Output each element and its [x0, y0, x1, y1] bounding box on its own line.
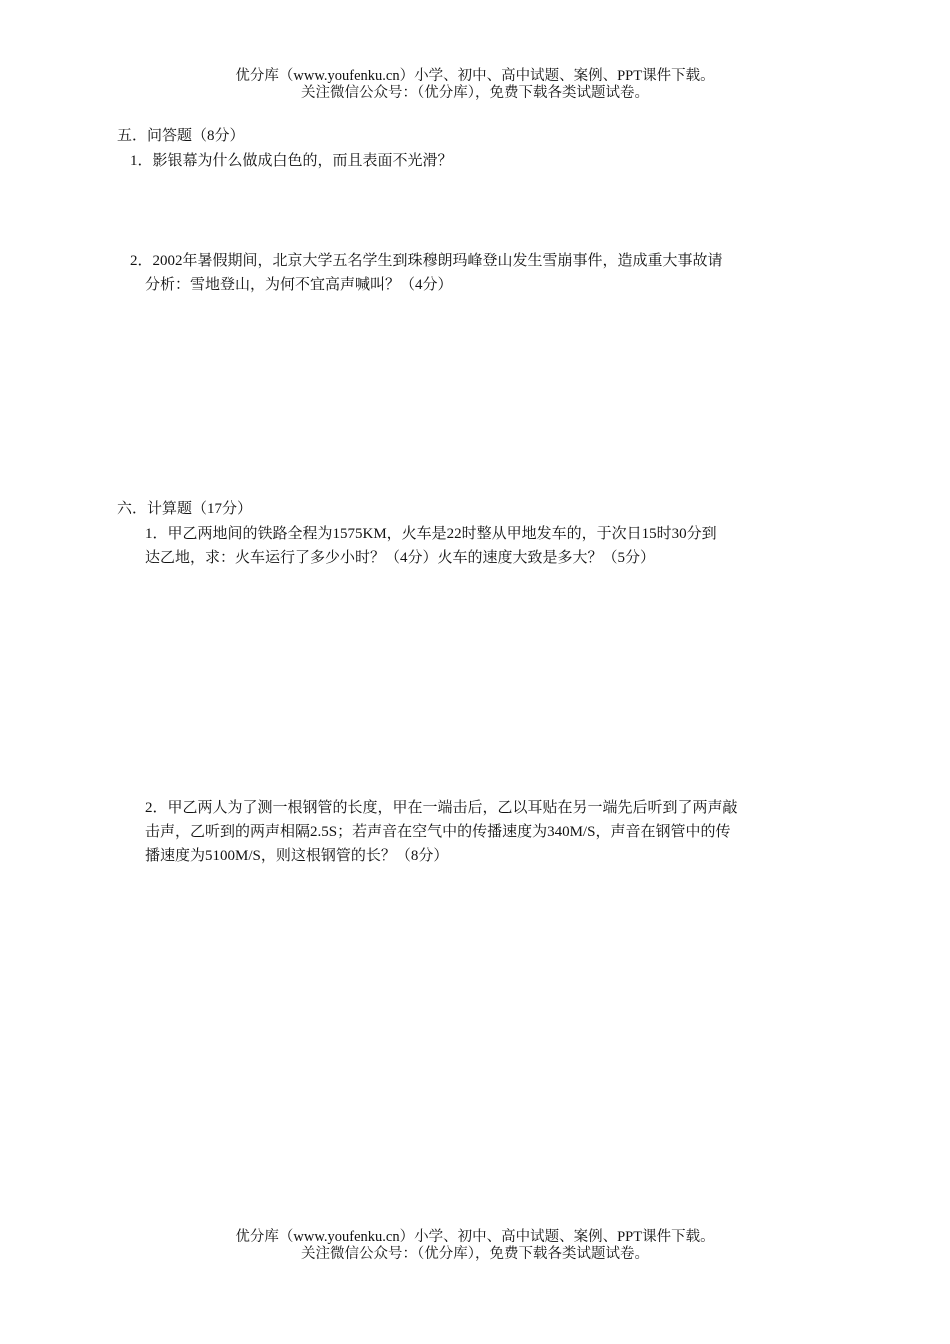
section-5-title: 五．问答题（8分） — [117, 128, 245, 144]
page-footer — [0, 1229, 950, 1263]
section-5-question-2-line-2: 分析：雪地登山，为何不宜高声喊叫？（4分） — [145, 277, 453, 293]
header-line-2: 关注微信公众号：（优分库），免费下载各类试题试卷。 — [301, 85, 649, 101]
section-6-question-2-line-2: 击声，乙听到的两声相隔2.5S；若声音在空气中的传播速度为340M/S，声音在钢管中的传 — [145, 824, 731, 840]
section-6-question-1 — [145, 522, 820, 570]
section-5-question-2 — [130, 249, 820, 297]
section-6-title: 六．计算题（17分） — [117, 501, 253, 517]
section-5-question-1: 1．影银幕为什么做成白色的，而且表面不光滑？ — [130, 153, 453, 169]
section-6-question-2-line-1: 2．甲乙两人为了测一根钢管的长度，甲在一端击后，乙以耳贴在另一端先后听到了两声敲 — [145, 800, 738, 816]
header-line-1: 优分库（www.youfenku.cn）小学、初中、高中试题、案例、PPT课件下载。 — [235, 68, 715, 84]
section-5-question-2-line-1: 2．2002年暑假期间，北京大学五名学生到珠穆朗玛峰登山发生雪崩事件，造成重大事故请 — [130, 253, 723, 269]
section-6-question-2-line-3: 播速度为5100M/S，则这根钢管的长？（8分） — [145, 848, 449, 864]
footer-line-1: 优分库（www.youfenku.cn）小学、初中、高中试题、案例、PPT课件下载。 — [235, 1229, 715, 1245]
section-6-question-1-line-1: 1．甲乙两地间的铁路全程为1575KM，火车是22时整从甲地发车的，于次日15时30分到 — [145, 526, 717, 542]
section-6-question-2 — [145, 796, 820, 868]
footer-line-2: 关注微信公众号：（优分库），免费下载各类试题试卷。 — [301, 1246, 649, 1262]
section-6-question-1-line-2: 达乙地，求：火车运行了多少小时？（4分）火车的速度大致是多大？（5分） — [145, 550, 656, 566]
page-header — [0, 68, 950, 102]
